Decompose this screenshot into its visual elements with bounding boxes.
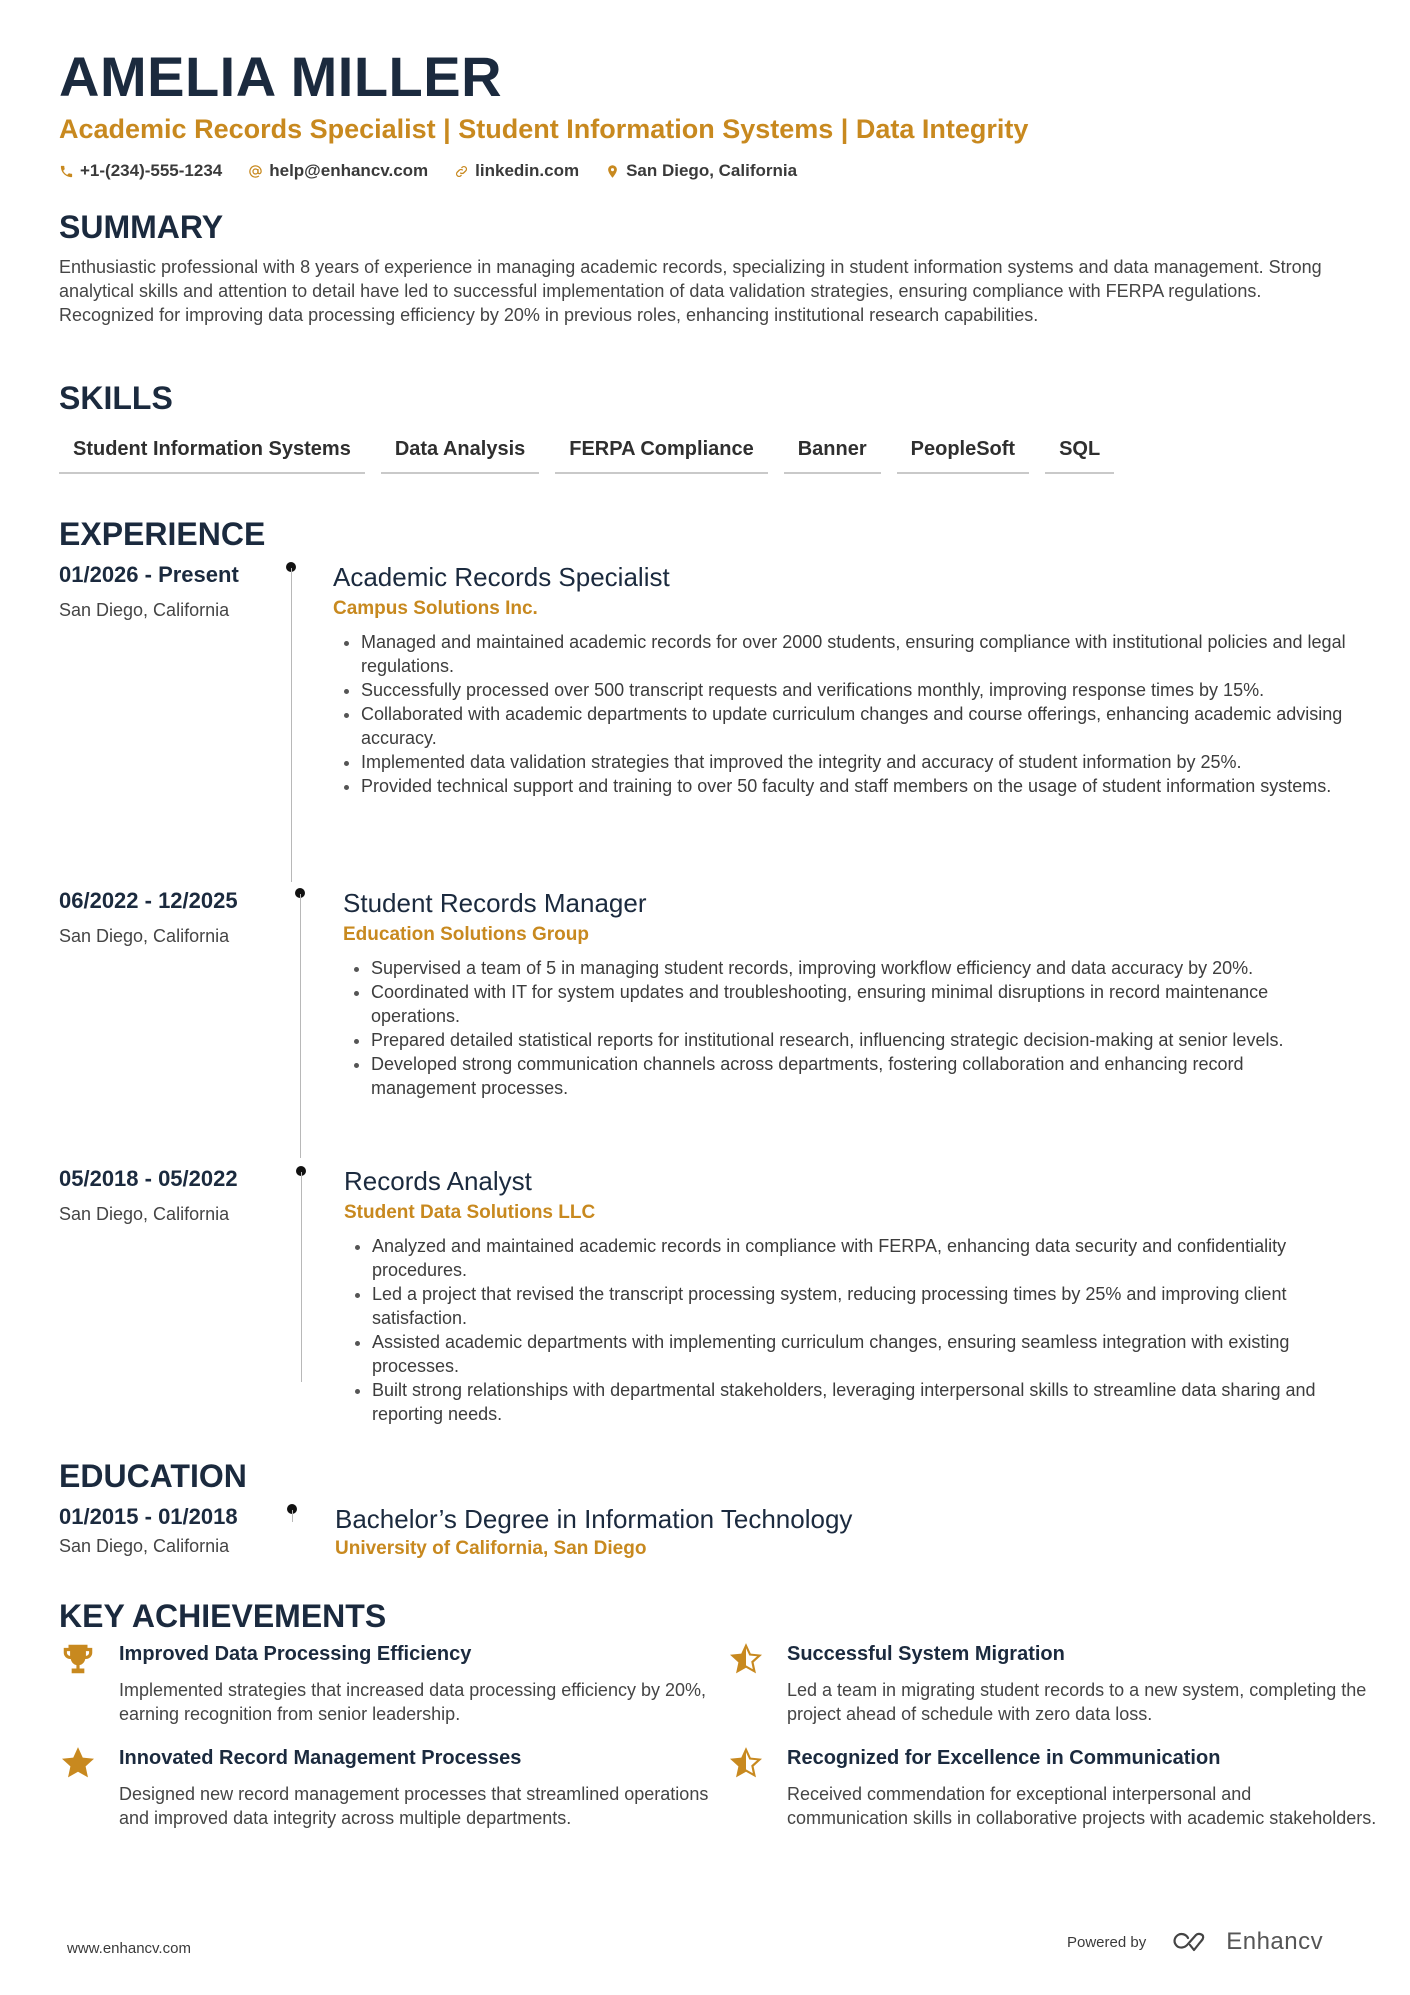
achievement-text: Received commendation for exceptional interpersonal and communication skills in collaborative projects with academic stakeholders. [787,1784,1377,1828]
job-bullet: • Built strong relationships with departmental stakeholders, leveraging interpersonal skills to streamline data sharing and reporting needs. [372,1378,1354,1426]
candidate-headline: Academic Records Specialist | Student Information Systems | Data Integrity [59,114,1029,144]
contact-linkedin-text: linkedin.com [475,161,580,180]
contact-email[interactable] [248,158,428,184]
contact-location [605,158,797,184]
achievement-text: Led a team in migrating student records to a new system, completing the project ahead of schedule with zero data loss. [787,1680,1367,1724]
contact-location-text: San Diego, California [626,161,798,180]
job-company: Student Data Solutions LLC [344,1202,596,1223]
job-location: San Diego, California [59,926,230,946]
link-icon [454,164,469,179]
brand-logo[interactable] [1170,1928,1323,1956]
skill-tag: FERPA Compliance [555,432,767,474]
education-dates: 01/2015 - 01/2018 [59,1504,238,1529]
job-bullet: • Developed strong communication channels across departments, fostering collaboration and enhancing record management processes. [371,1052,1353,1100]
achievement-title: Innovated Record Management Processes [119,1747,522,1769]
job-dates: 05/2018 - 05/2022 [59,1166,238,1191]
skill-tag: Data Analysis [381,432,539,474]
school-name: University of California, San Diego [335,1538,647,1559]
timeline-line [300,894,301,1158]
degree-title: Bachelor’s Degree in Information Technology [335,1504,853,1534]
job-bullets [343,956,1353,1100]
skills-heading: SKILLS [59,380,173,416]
education-location: San Diego, California [59,1536,230,1556]
achievements-heading: KEY ACHIEVEMENTS [59,1598,387,1634]
job-bullet: • Led a project that revised the transcript processing system, reducing processing times by 25% and improving client satisfaction. [372,1282,1354,1330]
contact-phone-text: +1-(234)-555-1234 [80,161,223,180]
timeline-line [301,1172,302,1382]
achievement-title: Improved Data Processing Efficiency [119,1643,472,1665]
skill-tag: PeopleSoft [897,432,1029,474]
enhancv-logo-icon [1170,1930,1216,1954]
footer-branding [1067,1928,1323,1956]
job-title: Records Analyst [344,1166,532,1196]
job-company: Campus Solutions Inc. [333,598,538,619]
timeline-line [291,568,292,882]
star-half-icon [727,1640,765,1678]
job-dates: 01/2026 - Present [59,562,239,587]
job-bullet: • Prepared detailed statistical reports for institutional research, influencing strategic decision-making at senior levels. [371,1028,1353,1052]
experience-heading: EXPERIENCE [59,516,266,552]
skill-tag: Student Information Systems [59,432,365,474]
star-half-icon [727,1744,765,1782]
job-bullets [333,630,1353,798]
location-pin-icon [605,164,620,179]
achievement-title: Recognized for Excellence in Communication [787,1747,1221,1769]
contact-phone[interactable] [59,158,222,184]
at-icon [248,164,263,179]
job-bullet: • Managed and maintained academic records for over 2000 students, ensuring compliance with institutional policies and legal regulations. [361,630,1353,678]
summary-heading: SUMMARY [59,209,224,245]
job-company: Education Solutions Group [343,924,589,945]
footer-website-link[interactable]: www.enhancv.com [67,1940,191,1957]
job-bullet: • Supervised a team of 5 in managing student records, improving workflow efficiency and data accuracy by 20%. [371,956,1353,980]
contact-linkedin[interactable] [454,158,579,184]
achievement-text: Implemented strategies that increased data processing efficiency by 20%, earning recognition from senior leadership. [119,1680,706,1724]
job-bullet: • Successfully processed over 500 transcript requests and verifications monthly, improving response times by 15%. [361,678,1353,702]
summary-text: Enthusiastic professional with 8 years of experience in managing academic records, specializing in student information systems and data management. Strong analytical skills and attention to detail have led to successful implementation of data validation strategies, ensuring compliance with FERPA regulations. Recognized for improving data processing efficiency by 20% in previous roles, enhancing institutional research capabilities. [59,257,1322,325]
phone-icon [59,164,74,179]
star-icon [59,1744,97,1782]
job-title: Academic Records Specialist [333,562,670,592]
skill-tag: Banner [784,432,881,474]
job-bullet: • Provided technical support and training to over 50 faculty and staff members on the usage of student information systems. [361,774,1353,798]
job-title: Student Records Manager [343,888,647,918]
candidate-name: AMELIA MILLER [59,45,503,108]
job-location: San Diego, California [59,1204,230,1224]
achievement-title: Successful System Migration [787,1643,1065,1665]
job-bullet: • Implemented data validation strategies that improved the integrity and accuracy of student information by 25%. [361,750,1353,774]
powered-by-label: Powered by [1067,1933,1147,1951]
job-location: San Diego, California [59,600,230,620]
skill-tag: SQL [1045,432,1114,474]
skills-list [59,432,1114,474]
education-heading: EDUCATION [59,1458,247,1494]
job-bullets [344,1234,1354,1426]
achievement-text: Designed new record management processes that streamlined operations and improved data integrity across multiple departments. [119,1784,709,1828]
contact-email-text: help@enhancv.com [269,161,429,180]
job-bullet: • Coordinated with IT for system updates and troubleshooting, ensuring minimal disruptions in record maintenance operations. [371,980,1353,1028]
job-bullet: • Collaborated with academic departments to update curriculum changes and course offerings, enhancing academic advising accuracy. [361,702,1353,750]
job-dates: 06/2022 - 12/2025 [59,888,238,913]
contact-row [59,158,797,184]
timeline-line [292,1510,293,1522]
job-bullet: • Analyzed and maintained academic records in compliance with FERPA, enhancing data security and confidentiality procedures. [372,1234,1354,1282]
job-bullet: • Assisted academic departments with implementing curriculum changes, ensuring seamless integration with existing processes. [372,1330,1354,1378]
trophy-icon [59,1640,97,1678]
brand-name: Enhancv [1226,1928,1324,1955]
